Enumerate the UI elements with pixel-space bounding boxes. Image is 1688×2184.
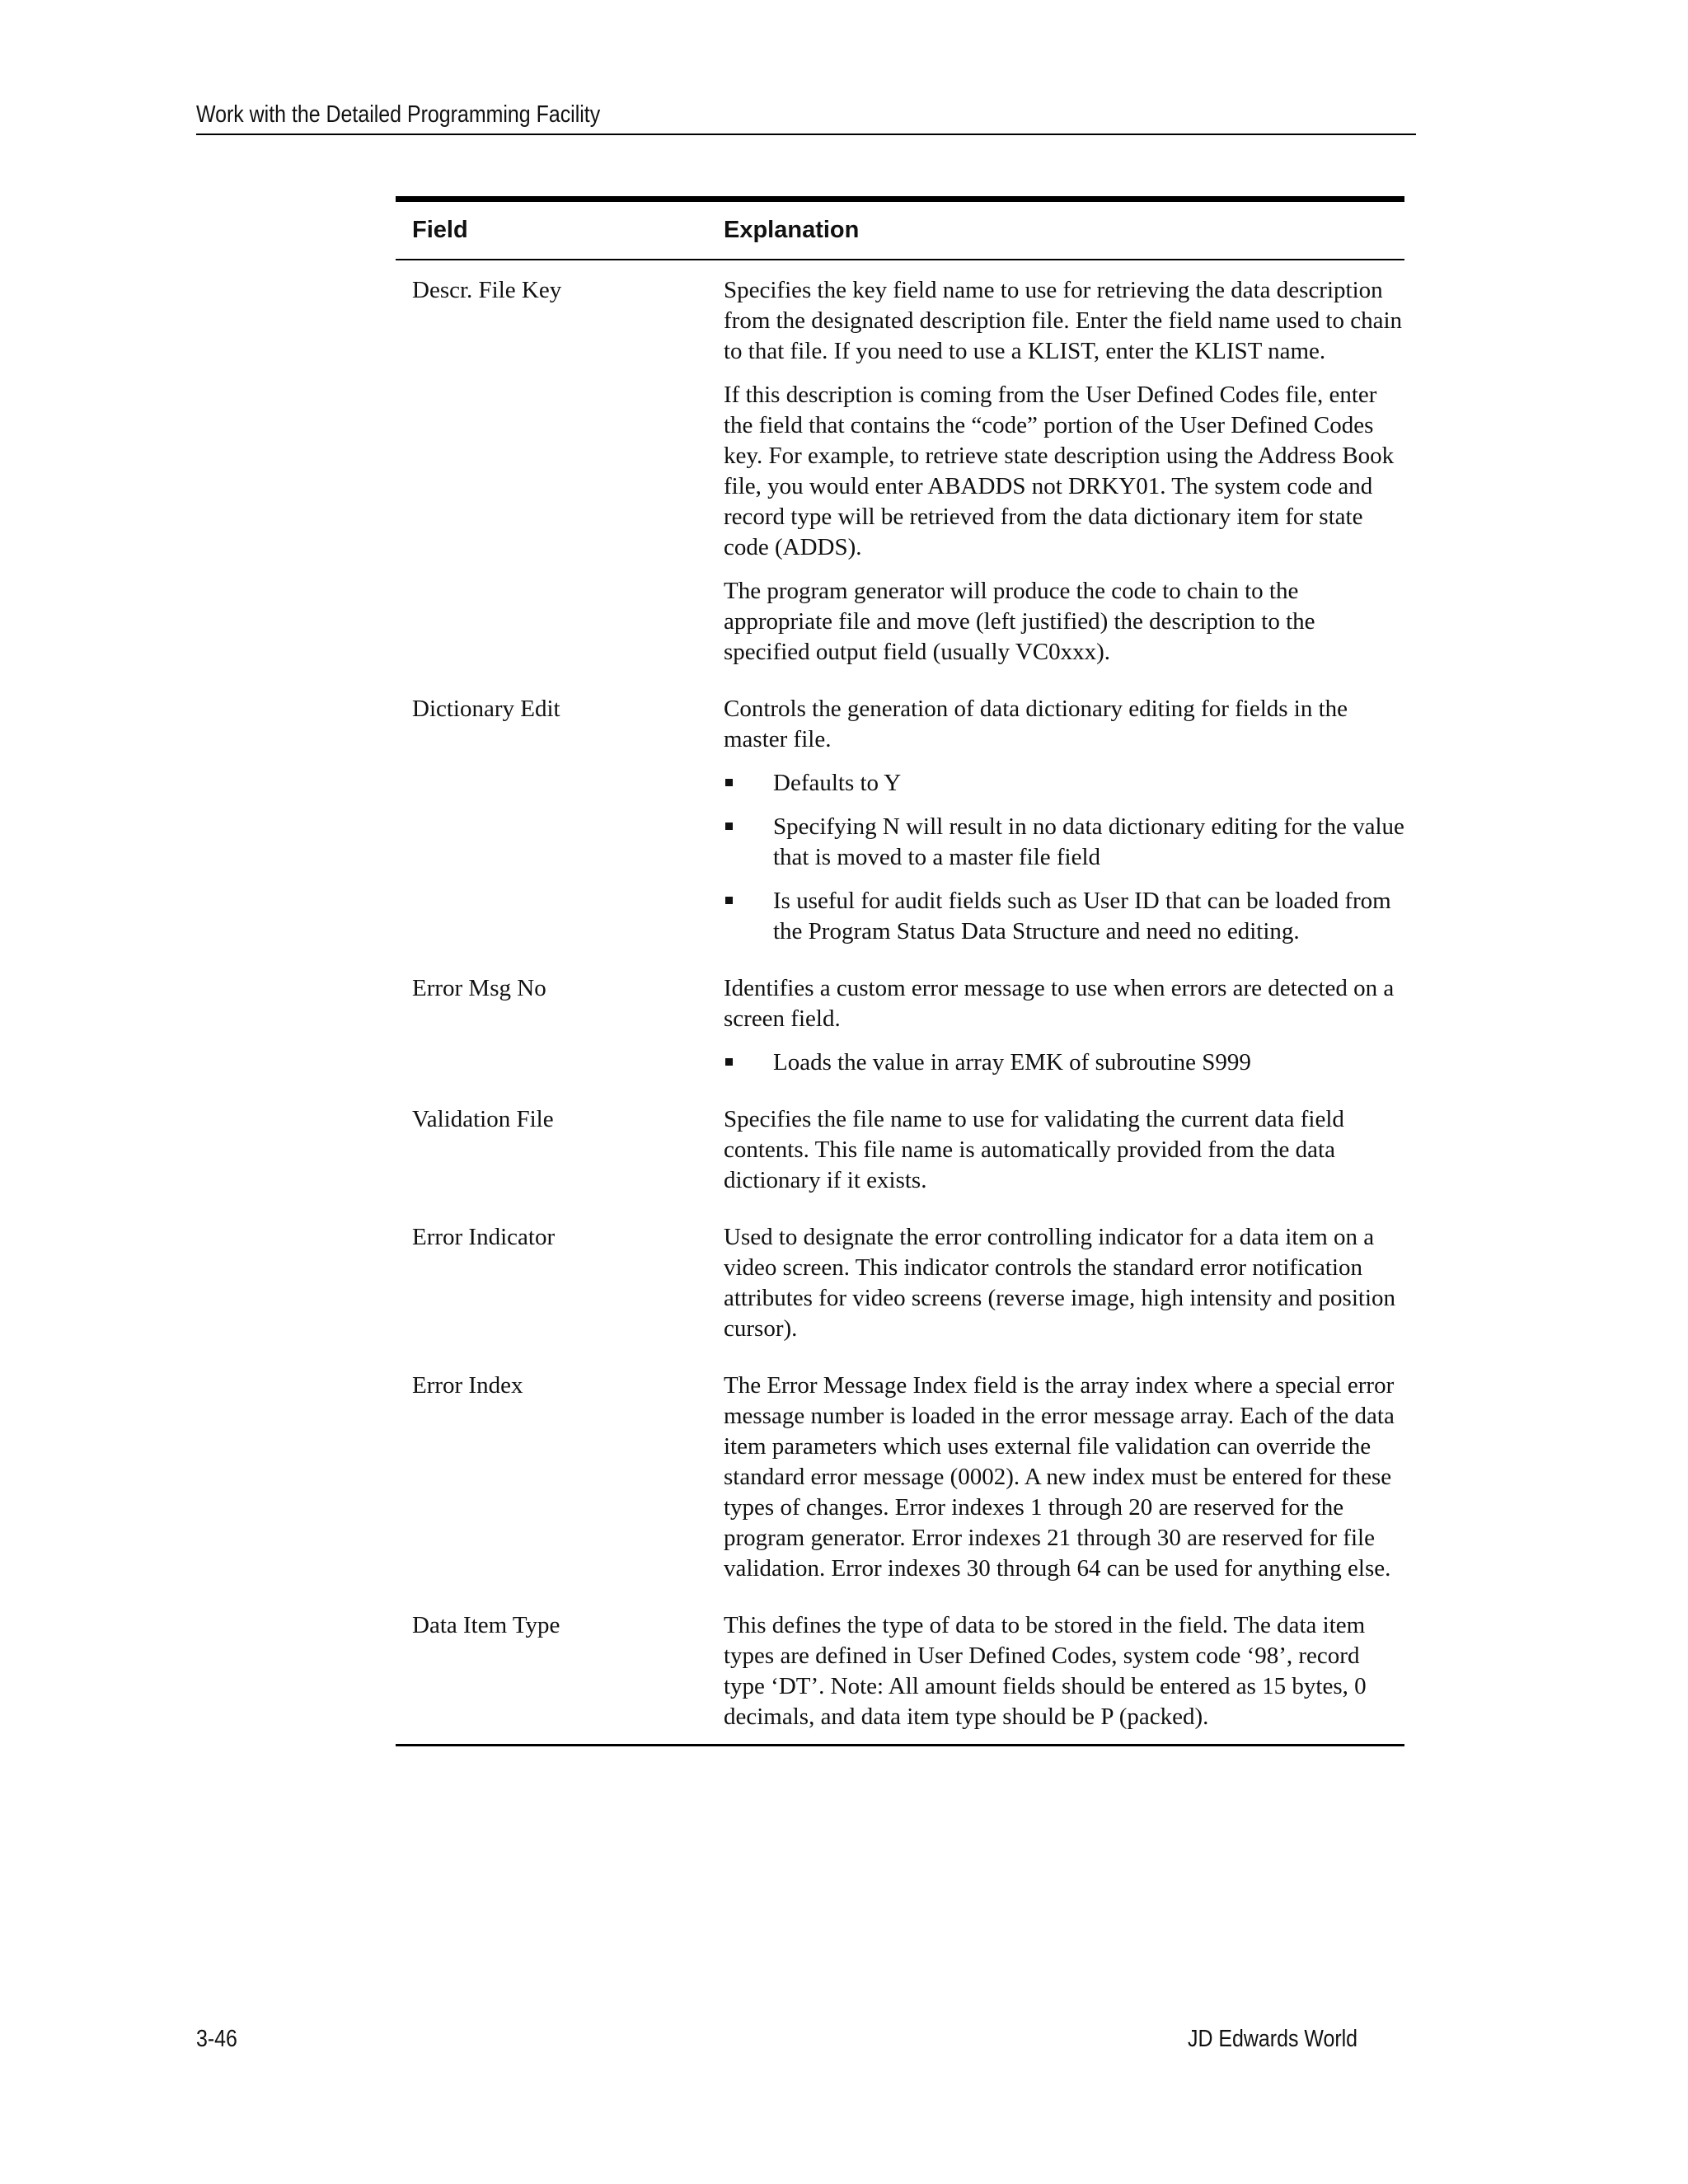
field-explanation xyxy=(724,1222,1404,1344)
bullet-item xyxy=(724,768,1404,799)
bullet-item xyxy=(724,1047,1404,1078)
field-name: Validation File xyxy=(412,1106,554,1132)
field-name: Error Indicator xyxy=(412,1224,556,1250)
table-row-error-indicator xyxy=(396,1222,1404,1344)
table-row-error-msg-no xyxy=(396,973,1404,1078)
table-row-descr-file-key xyxy=(396,275,1404,668)
explanation-paragraph: If this description is coming from the User Defined Codes file, enter the field that contains the “code” portion of the User Defined Codes key. For example, to retrieve state description using the Address Book file, you would enter ABADDS not DRKY01. The system code and record type will be retrieved from the data dictionary item for state code (ADDS). xyxy=(724,382,1395,560)
square-bullet-icon xyxy=(725,1058,733,1066)
table-row-validation-file xyxy=(396,1104,1404,1196)
bullet-text: Loads the value in array EMK of subroutine S999 xyxy=(773,1049,1251,1076)
footer-product-name: JD Edwards World xyxy=(1188,2026,1358,2052)
explanation-paragraph: This defines the type of data to be stored in the field. The data item types are defined in User Defined Codes, system code ‘98’, record type ‘DT’. Note: All amount fields should be entered as 15 bytes, 0 decimals, and data item type should be P (packed). xyxy=(724,1612,1367,1730)
bullet-item xyxy=(724,812,1404,873)
column-header-field: Field xyxy=(412,217,468,243)
explanation-paragraph: Specifies the key field name to use for retrieving the data description from the designated description file. Enter the field name used to chain to that file. If you need to use a KLIST, enter the KLIST name. xyxy=(724,277,1403,364)
explanation-paragraph: The program generator will produce the code to chain to the appropriate file and move (left justified) the description to the specified output field (usually VC0xxx). xyxy=(724,578,1315,665)
field-name: Data Item Type xyxy=(412,1612,560,1638)
table-body xyxy=(396,260,1404,1744)
explanation-paragraph: Identifies a custom error message to use when errors are detected on a screen field. xyxy=(724,975,1395,1032)
square-bullet-icon xyxy=(725,779,733,786)
field-explanation xyxy=(724,1104,1404,1196)
bullet-text: Defaults to Y xyxy=(773,770,902,796)
page-header xyxy=(196,97,1416,135)
table-row-dictionary-edit xyxy=(396,694,1404,947)
field-name: Error Msg No xyxy=(412,975,546,1001)
field-explanation xyxy=(724,694,1404,947)
field-explanation xyxy=(724,973,1404,1078)
explanation-paragraph: The Error Message Index field is the array index where a special error message number is loaded in the error message array. Each of the data item parameters which uses external file validation can override the standard error message (0002). A new index must be entered for these types of changes. Error indexes 1 through 20 are reserved for the program generator. Error indexes 21 through 30 are reserved for file validation. Error indexes 30 through 64 can be used for anything else. xyxy=(724,1372,1395,1582)
field-name: Dictionary Edit xyxy=(412,696,560,722)
explanation-paragraph: Specifies the file name to use for validating the current data field contents. This file name is automatically provided from the data dictionary if it exists. xyxy=(724,1106,1344,1193)
field-explanation-table xyxy=(396,196,1404,1746)
page-number: 3-46 xyxy=(196,2026,237,2052)
bullet-text: Specifying N will result in no data dictionary editing for the value that is moved to a master file field xyxy=(773,813,1404,870)
explanation-paragraph: Controls the generation of data dictionary editing for fields in the master file. xyxy=(724,696,1348,752)
table-row-data-item-type xyxy=(396,1610,1404,1732)
field-name: Error Index xyxy=(412,1372,523,1399)
field-explanation xyxy=(724,1371,1404,1584)
table-row-error-index xyxy=(396,1371,1404,1584)
square-bullet-icon xyxy=(725,897,733,904)
field-explanation xyxy=(724,1610,1404,1732)
bullet-text: Is useful for audit fields such as User ID that can be loaded from the Program Status Data Structure and need no editing. xyxy=(773,888,1391,944)
column-header-explanation: Explanation xyxy=(724,217,860,243)
explanation-paragraph: Used to designate the error controlling indicator for a data item on a video screen. This indicator controls the standard error notification attributes for video screens (reverse image, high intensity and position cursor). xyxy=(724,1224,1396,1342)
bullet-item xyxy=(724,886,1404,947)
field-explanation xyxy=(724,275,1404,668)
page-header-title: Work with the Detailed Programming Facility xyxy=(196,101,601,128)
square-bullet-icon xyxy=(725,823,733,830)
field-name: Descr. File Key xyxy=(412,277,562,303)
table-header-row xyxy=(396,202,1404,260)
